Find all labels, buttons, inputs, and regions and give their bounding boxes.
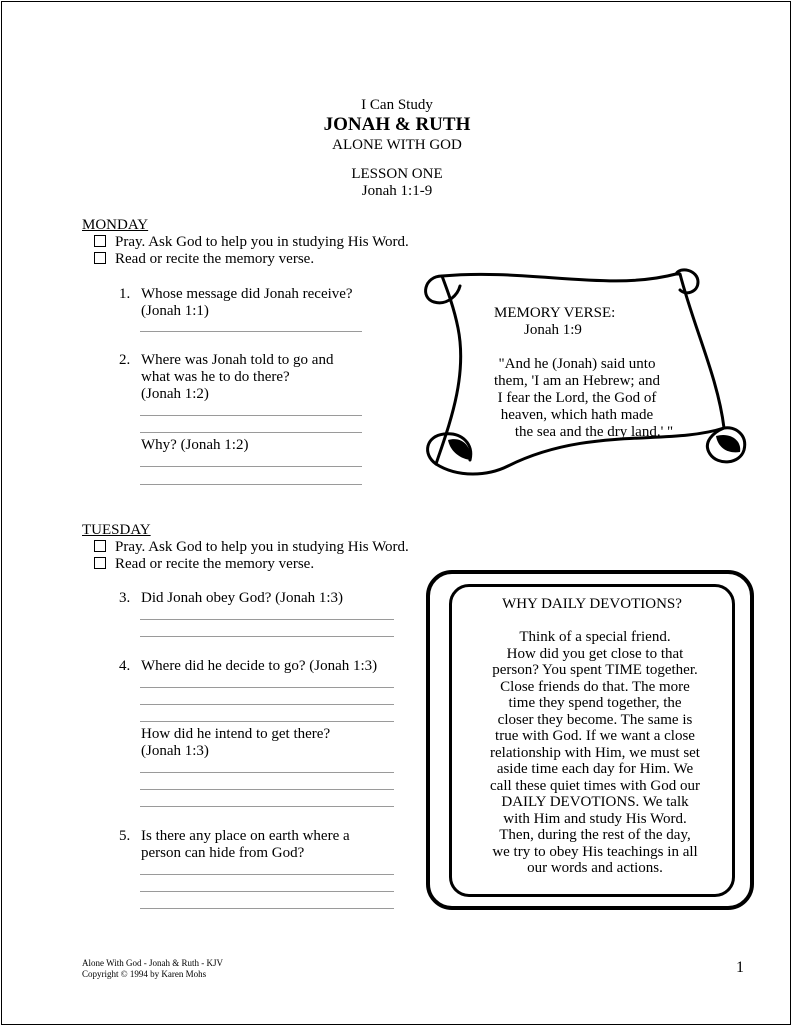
devotions-line: Think of a special friend. [519,629,671,645]
devotions-line: time they spend together, the [508,695,682,711]
tuesday-check-pray[interactable] [94,539,409,556]
question-text: Is there any place on earth where a [141,828,350,844]
checkbox-icon[interactable] [94,252,106,264]
question-number: 1. [119,286,131,302]
question-number: 5. [119,828,131,844]
answer-line[interactable] [140,789,394,790]
devotions-line: call these quiet times with God our [490,777,700,794]
question-ref: (Jonah 1:3) [141,743,209,759]
check-label: Pray. Ask God to help you in studying His Word. [115,234,409,250]
footer-series: Alone With God - Jonah & Ruth - KJV [82,958,223,968]
answer-line[interactable] [140,721,394,722]
devotions-line: relationship with Him, we must set [490,744,700,761]
verse-line: heaven, which hath made [500,407,654,423]
verse-line: them, 'I am an Hebrew; and [494,373,660,389]
check-label: Read or recite the memory verse. [115,556,315,572]
question-2-why [119,437,379,457]
verse-line: I fear the Lord, the God of [497,390,657,406]
memory-verse-heading: MEMORY VERSE: [494,305,616,321]
question-text: Why? (Jonah 1:2) [141,437,249,453]
page-number: 1 [736,959,744,976]
checkbox-icon[interactable] [94,540,106,552]
memory-verse-text [462,356,692,441]
devotions-line: closer they become. The same is [497,711,693,728]
devotions-line: person? You spent TIME together. [492,662,698,678]
question-text: Where was Jonah told to go and [141,352,334,368]
question-ref: (Jonah 1:2) [141,386,209,402]
question-4-how [119,726,399,766]
answer-line[interactable] [140,331,362,332]
answer-line[interactable] [140,704,394,705]
tuesday-heading: TUESDAY [82,522,151,538]
question-number: 2. [119,352,131,368]
answer-line[interactable] [140,874,394,875]
check-label: Read or recite the memory verse. [115,251,315,267]
devotions-line: our words and actions. [527,860,663,876]
monday-check-pray[interactable] [94,234,409,251]
answer-line[interactable] [140,619,394,620]
question-text: How did he intend to get there? [141,726,331,742]
answer-line[interactable] [140,908,394,909]
answer-line[interactable] [140,466,362,467]
devotions-line: true with God. If we want a close [495,728,695,744]
devotions-line: Close friends do that. The more [500,678,690,695]
question-1 [119,286,379,326]
lesson-label: LESSON ONE [351,166,443,182]
verse-line: "And he (Jonah) said unto [498,356,656,372]
question-text: Whose message did Jonah receive? [141,286,353,302]
memory-verse-reference: Jonah 1:9 [524,322,582,338]
footer-copyright: Copyright © 1994 by Karen Mohs [82,969,207,979]
question-text: what was he to do there? [141,369,290,385]
question-text: Did Jonah obey God? (Jonah 1:3) [141,590,344,606]
check-label: Pray. Ask God to help you in studying His Word. [115,539,409,555]
answer-line[interactable] [140,806,394,807]
answer-line[interactable] [140,415,362,416]
devotions-line: Then, during the rest of the day, [499,827,691,843]
question-5 [119,828,399,868]
question-2 [119,352,379,408]
monday-check-verse[interactable] [94,251,314,268]
checkbox-icon[interactable] [94,557,106,569]
question-ref: (Jonah 1:1) [141,303,209,319]
devotions-line: we try to obey His teachings in all [492,843,698,860]
answer-line[interactable] [140,891,394,892]
page-subtitle: ALONE WITH GOD [332,137,462,153]
devotions-line: aside time each day for Him. We [496,761,694,777]
question-number: 4. [119,658,131,674]
devotions-line: DAILY DEVOTIONS. We talk [501,794,689,810]
verse-line: the sea and the dry land.' " [514,424,674,440]
answer-line[interactable] [140,636,394,637]
devotions-title: WHY DAILY DEVOTIONS? [502,596,682,612]
lesson-reference: Jonah 1:1-9 [361,183,433,199]
question-number: 3. [119,590,131,606]
answer-line[interactable] [140,484,362,485]
question-3 [119,590,399,610]
answer-line[interactable] [140,432,362,433]
monday-heading: MONDAY [82,217,149,233]
checkbox-icon[interactable] [94,235,106,247]
answer-line[interactable] [140,687,394,688]
devotions-line: How did you get close to that [506,645,684,662]
answer-line[interactable] [140,772,394,773]
header-kicker: I Can Study [361,97,433,113]
question-text: person can hide from God? [141,845,305,861]
page-title: JONAH & RUTH [323,114,471,135]
devotions-body [460,629,730,877]
tuesday-check-verse[interactable] [94,556,314,573]
question-4 [119,658,399,678]
question-text: Where did he decide to go? (Jonah 1:3) [141,658,378,674]
devotions-line: with Him and study His Word. [503,810,687,827]
